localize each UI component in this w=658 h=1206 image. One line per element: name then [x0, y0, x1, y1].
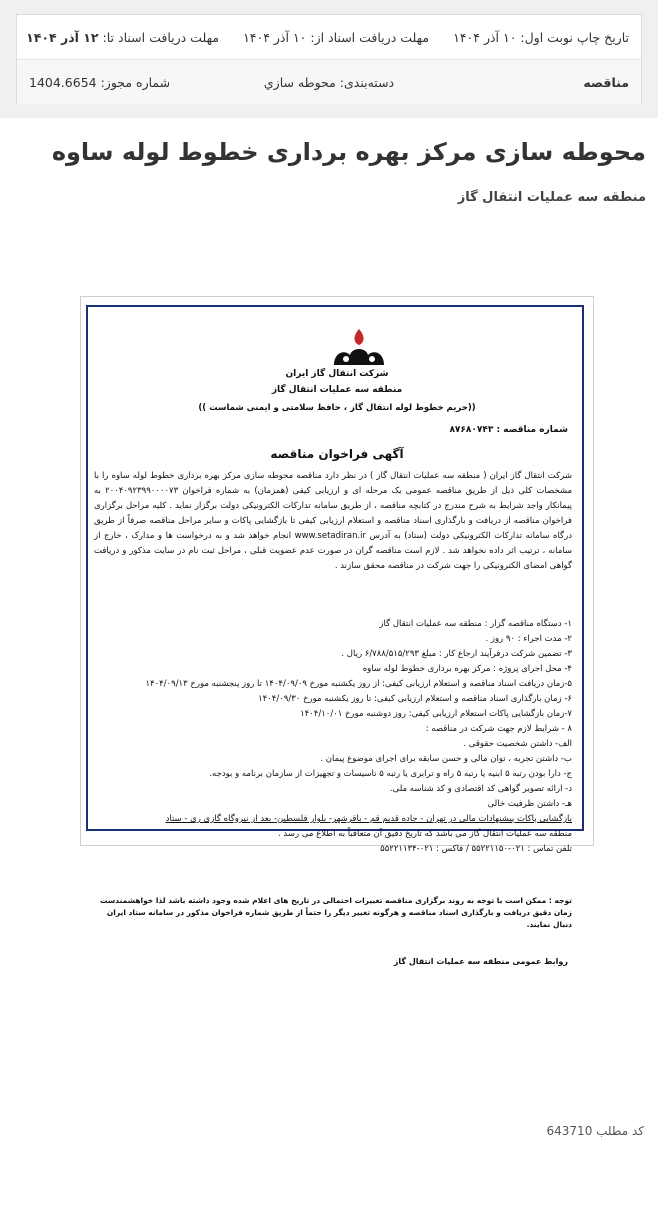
ad-item: بازگشایی پاکات پیشنهادات مالی در تهران - جاده قدیم قم - باقرشهر- بلوار فلسطین- بعد از نیروگاه گازی ری - ستاد: [165, 814, 572, 824]
ad-paragraph: شرکت انتقال گاز ایران ( منطقه سه عملیات انتقال گاز ) در نظر دارد مناقصه محوطه سازی مرکز بهره برداری خطوط لوله ساوه را با مشخصات کلی ذیل از طریق مناقصه عمومی یک مرحله ای و ارزیابی کیفی (همزمان) به شماره فراخوان ۲۰۰۴۰۹۲۳۹۹۰۰۰۰۷۳ به پیمانکار واجد شرایط به شرح مندرج در کتابچه مناقصه ، از طریق سامانه تدارکات الکترونیکی دولت برگزار نماید . کلیه مراحل برگزاری فراخوان مناقصه از دریافت و بارگذاری اسناد مناقصه و استعلام ارزیابی کیفی تا بازگشایی پاکات و سایر مراحل مناقصه صرفاً از طریق درگاه سامانه تدارکات الکترونیکی دولت (ستاد) به آدرس www.setadiran.ir انجام خواهد شد و به درخواست ها و مدارک ، خارج از سامانه ، ترتیب اثر داده نخواهد شد . لازم است مناقصه گران در صورت عدم عضویت قبلی ، مراحل ثبت نام در سایت مذکور و دریافت گواهی امضای الکترونیکی را جهت شرکت در مناقصه محقق سازند .: [94, 471, 572, 571]
ad-item: منطقه سه عملیات انتقال گاز می باشد که تاریخ دقیق آن متعاقباً به اطلاع می رسد .: [278, 829, 572, 839]
ad-item: ۳- تضمین شرکت درفرآیند ارجاع کار : مبلغ ۶/۷۸۸/۵۱۵/۲۹۳ ریال .: [341, 649, 572, 659]
ad-item: ج- دارا بودن رتبه ۵ ابنیه یا رتبه ۵ راه و ترابری یا رتبه ۵ تاسیسات و تجهیزات از سازمان برنامه و بودجه.: [209, 769, 572, 779]
ad-item: هـ- داشتن ظرفیت خالی: [487, 799, 572, 809]
tender-number: شماره مناقصه : ۸۷۶۸۰۷۴۳: [449, 425, 568, 435]
flame-logo-icon: [324, 327, 394, 367]
ad-note: توجه : ممکن است با توجه به روند برگزاری مناقصه تغییرات احتمالی در تاریخ های اعلام شده وجود داشته باشد لذا خواهشمندست زمان دقیق دریافت و بارگذاری اسناد مناقصه و هرگونه تغییر دیگر را حتماً از طریق شماره فراخوان مذکور در سامانه ستاد ایران دنبال نمایند.: [99, 896, 572, 929]
ad-item: ۸ - شرایط لازم جهت شرکت در مناقصه :: [425, 724, 572, 734]
ad-item: تلفن تماس : ۰۲۱-۵۵۲۲۱۱۵۰ / فاکس : ۰۲۱-۵۵۲۲۱۱۳۴: [380, 844, 572, 854]
tender-ad-image: [80, 296, 594, 966]
ad-item: ۶- زمان بارگذاری اسناد مناقصه و استعلام ارزیابی کیفی: تا روز یکشنبه مورخ ۱۴۰۴/۰۹/۳۰: [258, 694, 572, 704]
ad-item: ۱- دستگاه مناقصه گزار : منطقه سه عملیات انتقال گاز: [379, 619, 572, 629]
company-name: شرکت انتقال گاز ایران: [285, 369, 389, 379]
organization-link[interactable]: منطقه سه عملیات انتقال گاز: [457, 190, 646, 205]
ad-item: د- ارائه تصویر گواهی کد اقتصادی و کد شناسه ملی.: [389, 784, 572, 794]
ad-items: [94, 617, 572, 857]
print-date: تاریخ چاپ نوبت اول: ۱۰ آذر ۱۴۰۴: [453, 29, 629, 45]
page-title: محوطه سازی مرکز بهره برداری خطوط لوله ساوه: [51, 138, 646, 166]
tender-type-label: مناقصه: [583, 74, 629, 90]
ad-item: ب- داشتن تجربه ، توان مالی و حسن سابقه برای اجرای موضوع پیمان .: [320, 754, 572, 764]
ad-signature: روابط عمومی منطقه سه عملیات انتقال گاز: [393, 957, 568, 966]
receive-from-date: مهلت دریافت اسناد از: ۱۰ آذر ۱۴۰۴: [243, 29, 430, 45]
safety-slogan: ((حریم خطوط لوله انتقال گاز ، حافظ سلامتی و ایمنی شماست )): [198, 403, 476, 413]
receive-to-date: [14, 30, 231, 45]
info-row-dates: [17, 15, 641, 59]
article-code: کد مطلب 643710: [546, 1124, 644, 1138]
tender-type: [433, 75, 641, 90]
ad-item: ۵-زمان دریافت اسناد مناقصه و استعلام ارزیابی کیفی: از روز یکشنبه مورخ ۱۴۰۴/۰۹/۰۹ تا روز پنجشنبه مورخ ۱۴۰۴/۰۹/۱۳: [145, 679, 572, 689]
receive-to-value: ۱۲ آذر ۱۴۰۴: [26, 29, 99, 45]
ad-item: الف- داشتن شخصیت حقوقی .: [463, 739, 572, 749]
ad-item: ۴- محل اجرای پروژه : مرکز بهره برداری خطوط لوله ساوه: [362, 664, 572, 674]
ad-border: [86, 305, 584, 966]
ad-item: ۷-زمان بازگشایی پاکات استعلام ارزیابی کیفی: روز دوشنبه مورخ ۱۴۰۴/۱۰/۰۱: [300, 709, 572, 719]
category[interactable]: دسته‌بندی: محوطه سازي: [263, 74, 395, 90]
ad-item: ۲- مدت اجراء : ۹۰ روز .: [485, 634, 572, 644]
receive-to-label: مهلت دریافت اسناد تا:: [102, 29, 220, 45]
license-number: شماره مجوز: 1404.6654: [29, 74, 171, 90]
info-row-meta: [17, 59, 641, 104]
tender-info-card: [16, 14, 642, 104]
ad-title: آگهی فراخوان مناقصه: [270, 447, 404, 461]
region-name: منطقه سه عملیات انتقال گاز: [271, 385, 403, 395]
